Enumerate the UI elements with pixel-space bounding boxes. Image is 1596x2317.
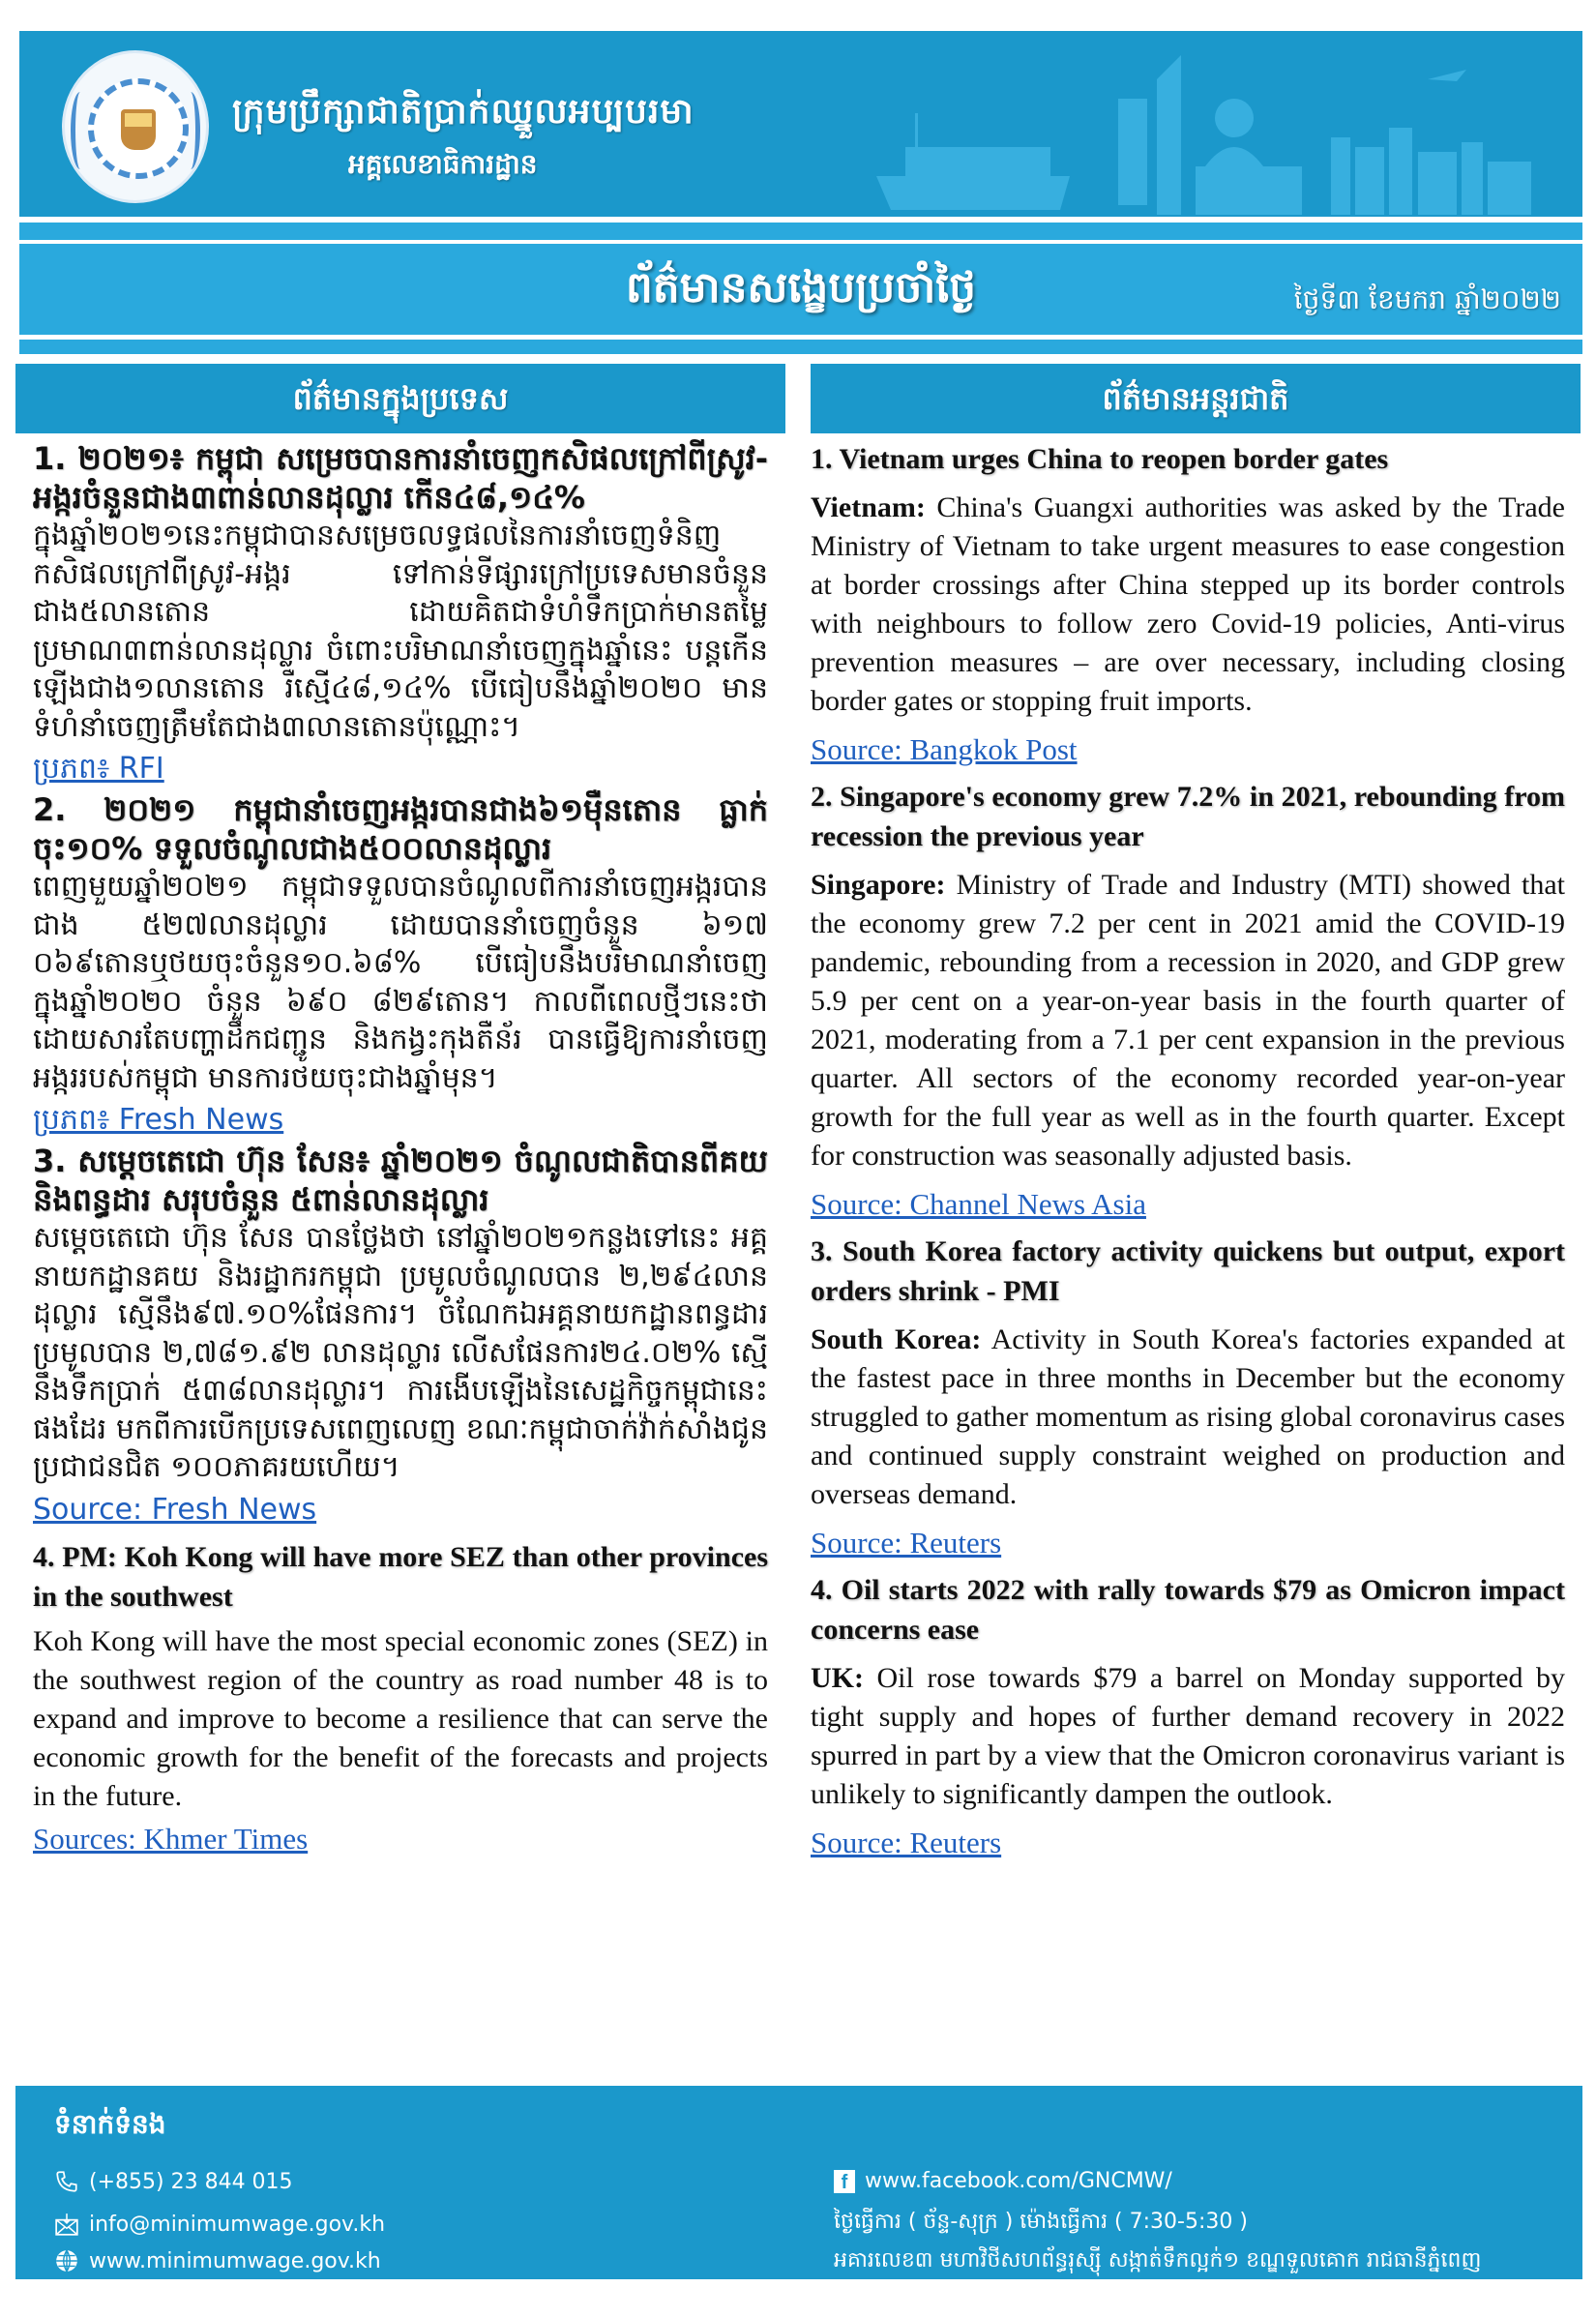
- article-lead: UK:: [811, 1662, 864, 1694]
- article-source-link[interactable]: Source: Channel News Asia: [811, 1187, 1146, 1221]
- footer: [15, 2086, 1582, 2279]
- article-body: [811, 1321, 1565, 1514]
- article-text: Ministry of Trade and Industry (MTI) showed that the economy grew 7.2 per cent in 2021 amid the COVID-19 pandemic, rebounding from a recession in 2020, and GDP grew 5.9 per cent on a year-on-year basis in the fourth quarter of 2021, moderating from a 7.1 per cent expansion in the previous quarter. All sectors of the economy recorded year-on-year growth for the full year as well as in the fourth quarter. Except for construction was seasonally adjusted basis.: [811, 869, 1565, 1172]
- globe-icon: [54, 2248, 79, 2273]
- article-source-link[interactable]: ប្រភព៖ Fresh News: [33, 1103, 284, 1137]
- article-source-link[interactable]: Source: Reuters: [811, 1826, 1002, 1859]
- emblem-icon: [121, 109, 156, 150]
- article-title: 2. ២០២១ កម្ពុជានាំចេញអង្ករបានជាង៦១ម៉ឺនតោន ធ្លាក់ចុះ១០% ទទួលចំណូលជាង៥០០លានដុល្លារ: [33, 791, 768, 867]
- phone-number[interactable]: (+855) 23 844 015: [89, 2169, 293, 2194]
- section-heading-domestic: ព័ត៌មានក្នុងប្រទេស: [15, 364, 785, 433]
- section-heading-international: ព័ត៌មានអន្តរជាតិ: [811, 364, 1581, 433]
- organization-logo: [62, 50, 209, 203]
- envelope-icon: [54, 2212, 79, 2237]
- article-body: Koh Kong will have the most special economic zones (SEZ) in the southwest region of the country as road number 48 is to expand and improve to become a resilience that can serve the economic growth for the benefit of the forecasts and projects in the future.: [33, 1624, 768, 1812]
- article-title: 4. PM: Koh Kong will have more SEZ than other provinces in the southwest: [33, 1540, 768, 1613]
- news-article: [811, 777, 1565, 1226]
- domestic-news-column: [15, 364, 785, 1860]
- article-lead: South Korea:: [811, 1323, 982, 1355]
- article-source-link[interactable]: Source: Fresh News: [33, 1492, 317, 1527]
- article-source-link[interactable]: Sources: Khmer Times: [33, 1821, 309, 1856]
- article-text: China's Guangxi authorities was asked by the Trade Ministry of Vietnam to take urgent measures to ease congestion at border crossings after China stepped up its border controls with neighbours to follow zero Covid-19 policies, Anti-virus prevention measures – are over necessary, including closing border gates or stopping fruit imports.: [811, 491, 1565, 717]
- news-article: [33, 1537, 768, 1860]
- article-body: [811, 1659, 1565, 1814]
- article-body: សម្ដេចតេជោ ហ៊ុន សែន បានថ្លែងថា នៅឆ្នាំ២០២១កន្លងទៅនេះ អគ្គនាយកដ្ឋានគយ និងរដ្ឋាករកម្ពុជា ប្រមូលចំណូលបាន ២,២៩៤លានដុល្លារ ស្មើនឹង៩៧.១០%ផែនការ។ ចំណែកឯអគ្គនាយកដ្ឋានពន្ធដារប្រមូលបាន ២,៧៨១.៩២ លានដុល្លារ លើសផែនការ២៤.០២% ស្មើនឹងទឹកប្រាក់ ៥៣៨លានដុល្លារ។ ការងើបឡើងនៃសេដ្ឋកិច្ចកម្ពុជានេះផងដែរ មកពីការបើកប្រទេសពេញលេញ ខណៈកម្ពុជាចាក់វ៉ាក់សាំងជូនប្រជាជនជិត ១០០ភាគរយហើយ។: [33, 1221, 768, 1484]
- phone-icon: [54, 2169, 79, 2194]
- article-source-link[interactable]: ប្រភព៖ RFI: [33, 752, 164, 786]
- news-article: [811, 1232, 1565, 1564]
- header-banner: [19, 31, 1582, 217]
- contact-email: [54, 2212, 385, 2237]
- news-article: [33, 790, 768, 1142]
- international-news-column: [811, 364, 1581, 1864]
- laurel-icon: [71, 92, 90, 169]
- ship-containers: [905, 147, 1050, 176]
- divider-strip: [19, 223, 1582, 240]
- article-title: 1. ២០២១៖ កម្ពុជា សម្រេចបានការនាំចេញកសិផលក្រៅពីស្រូវ-អង្ករចំនួនជាង៣ពាន់លានដុល្លារ កើន៤៨,១៤%: [33, 440, 768, 516]
- news-article: [33, 439, 768, 790]
- article-lead: Singapore:: [811, 869, 946, 901]
- contact-website: [54, 2248, 381, 2273]
- facebook-icon: f: [834, 2170, 855, 2193]
- article-body: ពេញមួយឆ្នាំ២០២១ កម្ពុជាទទួលបានចំណូលពីការនាំចេញអង្ករបានជាង ៥២៧លានដុល្លារ ដោយបាននាំចេញចំនួន ៦១៧ ០៦៩តោនឬថយចុះចំនួន១០.៦៨% បើធៀបនឹងបរិមាណនាំចេញ ក្នុងឆ្នាំ២០២០ ចំនួន ៦៩០ ៨២៩តោន។ កាលពីពេលថ្មីៗនេះថា ដោយសារតែបញ្ហាដឹកជញ្ជូន និងកង្វះកុងតឺន័រ បានធ្វើឱ្យការនាំចេញអង្កររបស់កម្ពុជា មានការថយចុះជាងឆ្នាំមុន។: [33, 870, 768, 1095]
- organization-subtitle: អគ្គលេខាធិការដ្ឋាន: [348, 148, 538, 180]
- ship-shape: [876, 176, 1070, 210]
- office-address: អគារលេខ៣ មហាវិថីសហព័ន្ធរុស្ស៊ី សង្កាត់ទឹកល្អក់១ ខណ្ឌទួលគោក រាជធានីភ្នំពេញ: [834, 2248, 1482, 2272]
- page-title: ព័ត៌មានសង្ខេបប្រចាំថ្ងៃ: [625, 263, 977, 312]
- article-source-link[interactable]: Source: Reuters: [811, 1526, 1002, 1560]
- working-hours: ថ្ងៃធ្វើការ ( ច័ន្ទ-សុក្រ ) ម៉ោងធ្វើការ ( 7:30-5:30 ): [834, 2210, 1248, 2234]
- email-link[interactable]: info@minimumwage.gov.kh: [89, 2212, 386, 2237]
- organization-name: ក្រុមប្រឹក្សាជាតិប្រាក់ឈ្នួលអប្បបរមា: [232, 92, 695, 132]
- contact-heading: ទំនាក់ទំនង: [54, 2108, 166, 2140]
- article-title: 3. សម្ដេចតេជោ ហ៊ុន សែន៖ ឆ្នាំ២០២១ ចំណូលជាតិបានពីគយ និងពន្ធដារ សរុបចំនួន ៥ពាន់លានដុល្លារ: [33, 1143, 768, 1218]
- facebook-link[interactable]: www.facebook.com/GNCMW/: [865, 2169, 1172, 2193]
- article-title: 2. Singapore's economy grew 7.2% in 2021, rebounding from recession the previous year: [811, 781, 1565, 852]
- news-article: [33, 1142, 768, 1531]
- article-body: [811, 866, 1565, 1175]
- news-article: [811, 439, 1565, 771]
- contact-facebook: [834, 2169, 1172, 2193]
- title-bar: [19, 244, 1582, 335]
- skyline-illustration: [847, 31, 1582, 217]
- article-source-link[interactable]: Source: Bangkok Post: [811, 732, 1078, 766]
- article-lead: Vietnam:: [811, 491, 926, 523]
- article-title: 3. South Korea factory activity quickens but output, export orders shrink - PMI: [811, 1235, 1565, 1307]
- article-title: 4. Oil starts 2022 with rally towards $79 as Omicron impact concerns ease: [811, 1574, 1565, 1646]
- issue-date: ថ្ងៃទី៣ ខែមករា ឆ្នាំ២០២២: [1293, 283, 1561, 315]
- website-link[interactable]: www.minimumwage.gov.kh: [89, 2248, 381, 2273]
- divider-strip: [19, 340, 1582, 354]
- article-text: Oil rose towards $79 a barrel on Monday supported by tight supply and hopes of further demand recovery in 2022 spurred in part by a view that the Omicron coronavirus variant is unlikely to significantly dampen the outlook.: [811, 1662, 1565, 1810]
- article-body: ក្នុងឆ្នាំ២០២១នេះកម្ពុជាបានសម្រេចលទ្ធផលនៃការនាំចេញទំនិញកសិផលក្រៅពីស្រូវ-អង្ករ ទៅកាន់ទីផ្សារក្រៅប្រទេសមានចំនួនជាង៥លានតោន ដោយគិតជាទំហំទឹកប្រាក់មានតម្លៃប្រមាណ៣ពាន់លានដុល្លារ ចំពោះបរិមាណនាំចេញក្នុងឆ្នាំនេះ បន្តកើនឡើងជាង១លានតោន រឺស្មើ៤៨,១៤% បើធៀបនឹងឆ្នាំ២០២០ មានទំហំនាំចេញត្រឹមតែជាង៣លានតោនប៉ុណ្ណោះ។: [33, 519, 768, 744]
- news-article: [811, 1570, 1565, 1864]
- contact-phone: [54, 2169, 293, 2194]
- article-title: 1. Vietnam urges China to reopen border gates: [811, 443, 1389, 475]
- article-body: [811, 489, 1565, 721]
- article-text: Activity in South Korea's factories expanded at the fastest pace in three months in December but the economy struggled to gather momentum as rising global coronavirus cases and continued supply constraint weighed on production and overseas demand.: [811, 1323, 1565, 1510]
